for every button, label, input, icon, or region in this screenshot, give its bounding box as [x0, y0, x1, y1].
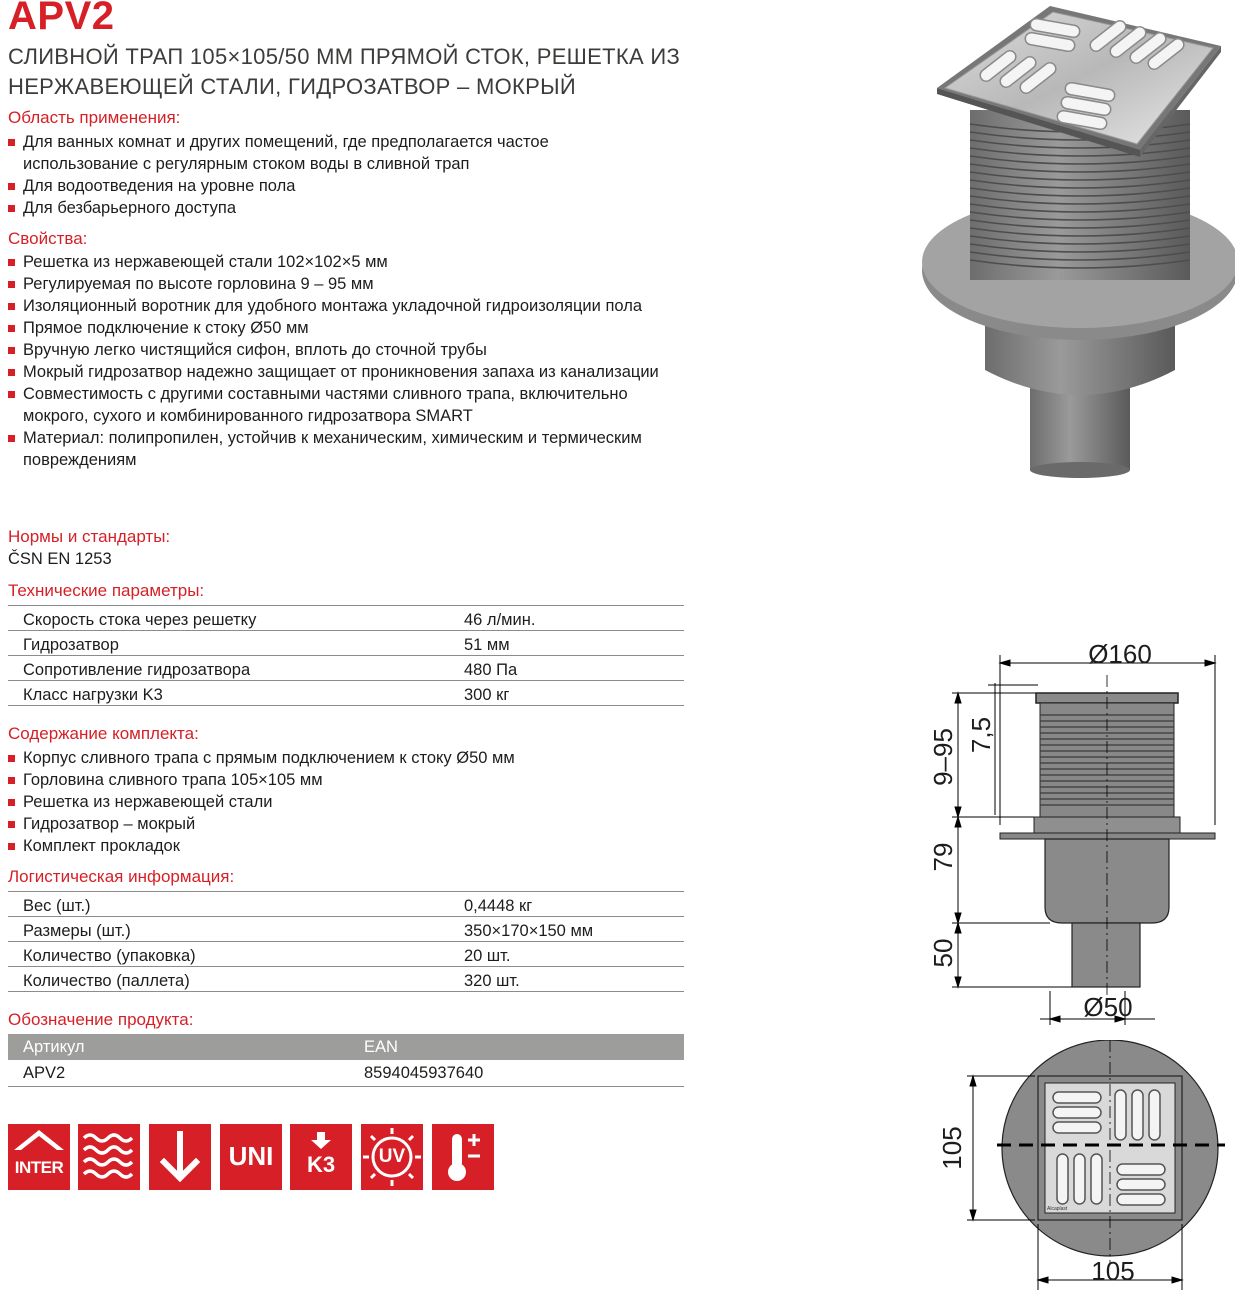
standards-heading: Нормы и стандарты: [8, 527, 171, 546]
water-waves-icon [78, 1124, 140, 1190]
dim-105-horizontal: 105 [1091, 1256, 1135, 1286]
table-row [8, 631, 684, 656]
dim-105-vertical: 105 [937, 1126, 967, 1170]
bullet-icon [8, 303, 15, 310]
bullet-icon [8, 205, 15, 212]
param-label: Гидрозатвор [8, 631, 464, 656]
param-label: Количество (паллета) [8, 967, 464, 992]
uni-icon [220, 1124, 282, 1190]
uv-resistance-icon [361, 1124, 423, 1190]
uv-label: UV [378, 1146, 406, 1167]
ean-value: 8594045937640 [364, 1060, 684, 1087]
param-label: Класс нагрузки K3 [8, 681, 464, 706]
param-value: 300 кг [464, 681, 684, 706]
list-item: Совместимость с другими составными частями сливного трапа, включительно мокрого, сухого и комбинированного гидрозатвора SMART [8, 383, 688, 427]
application-heading: Область применения: [8, 108, 181, 127]
dim-d50: Ø50 [1083, 992, 1133, 1022]
load-k3-icon [290, 1124, 352, 1190]
column-header-article: Артикул [8, 1034, 364, 1060]
list-item: Корпус сливного трапа с прямым подключением к стоку Ø50 мм [8, 747, 698, 769]
bullet-icon [8, 259, 15, 266]
param-value: 320 шт. [464, 967, 684, 992]
standards-value: ČSN EN 1253 [8, 550, 112, 568]
dim-9-95: 9–95 [928, 728, 958, 786]
list-item: Для ванных комнат и других помещений, где предполагается частое использование с регулярным стоком воды в сливной трап [8, 131, 608, 175]
logistics-heading: Логистическая информация: [8, 867, 235, 886]
top-view-drawing [925, 1040, 1230, 1290]
table-row [8, 1060, 684, 1087]
bullet-icon [8, 821, 15, 828]
table-row [8, 892, 684, 917]
param-value: 46 л/мин. [464, 606, 684, 631]
table-row [8, 967, 684, 992]
product-illustration [915, 0, 1235, 480]
uni-label: UNI [228, 1141, 274, 1171]
product-code: APV2 [8, 0, 115, 38]
thermometer-icon [432, 1124, 494, 1190]
dim-50: 50 [928, 938, 958, 968]
list-item: Горловина сливного трапа 105×105 мм [8, 769, 698, 791]
product-table [8, 1034, 684, 1087]
product-subtitle [8, 42, 698, 102]
bullet-icon [8, 391, 15, 398]
kit-heading: Содержание комплекта: [8, 724, 199, 743]
subtitle-line-2: НЕРЖАВЕЮЩЕЙ СТАЛИ, ГИДРОЗАТВОР – МОКРЫЙ [8, 74, 576, 99]
bullet-icon [8, 777, 15, 784]
list-item: Для водоотведения на уровне пола [8, 175, 608, 197]
inter-house-icon [8, 1124, 70, 1190]
param-value: 0,4448 кг [464, 892, 684, 917]
side-dimension-drawing [900, 635, 1230, 1030]
table-row [8, 656, 684, 681]
table-row [8, 942, 684, 967]
product-heading: Обозначение продукта: [8, 1010, 194, 1029]
list-item: Мокрый гидрозатвор надежно защищает от проникновения запаха из канализации [8, 361, 688, 383]
table-header-row [8, 1034, 684, 1060]
bullet-icon [8, 139, 15, 146]
application-list [8, 131, 608, 219]
kit-list [8, 747, 698, 857]
bullet-icon [8, 183, 15, 190]
subtitle-line-1: СЛИВНОЙ ТРАП 105×105/50 ММ ПРЯМОЙ СТОК, РЕШЕТКА ИЗ [8, 44, 681, 69]
bullet-icon [8, 325, 15, 332]
column-header-ean: EAN [364, 1034, 684, 1060]
list-item: Материал: полипропилен, устойчив к механическим, химическим и термическим повреждениям [8, 427, 688, 471]
table-row [8, 681, 684, 706]
list-item: Вручную легко чистящийся сифон, вплоть до сточной трубы [8, 339, 688, 361]
param-value: 51 мм [464, 631, 684, 656]
bullet-icon [8, 843, 15, 850]
table-row [8, 606, 684, 631]
dim-79: 79 [928, 842, 958, 872]
param-label: Вес (шт.) [8, 892, 464, 917]
arrow-down-icon [149, 1124, 211, 1190]
param-label: Скорость стока через решетку [8, 606, 464, 631]
bullet-icon [8, 347, 15, 354]
param-label: Сопротивление гидрозатвора [8, 656, 464, 681]
param-value: 350×170×150 мм [464, 917, 684, 942]
list-item: Изоляционный воротник для удобного монтажа укладочной гидроизоляции пола [8, 295, 688, 317]
tech-heading: Технические параметры: [8, 581, 205, 600]
dim-d160: Ø160 [1088, 639, 1152, 669]
k3-label: K3 [306, 1152, 336, 1177]
list-item: Для безбарьерного доступа [8, 197, 608, 219]
table-row [8, 917, 684, 942]
list-item: Прямое подключение к стоку Ø50 мм [8, 317, 688, 339]
logistics-table [8, 891, 684, 992]
bullet-icon [8, 755, 15, 762]
article-value: APV2 [8, 1060, 364, 1087]
tech-table [8, 605, 684, 706]
list-item: Решетка из нержавеющей стали 102×102×5 мм [8, 251, 688, 273]
param-value: 480 Па [464, 656, 684, 681]
properties-list [8, 251, 688, 471]
dim-7-5: 7,5 [966, 716, 996, 754]
list-item: Регулируемая по высоте горловина 9 – 95 мм [8, 273, 688, 295]
list-item: Решетка из нержавеющей стали [8, 791, 698, 813]
bullet-icon [8, 799, 15, 806]
bullet-icon [8, 281, 15, 288]
bullet-icon [8, 435, 15, 442]
bullet-icon [8, 369, 15, 376]
param-label: Размеры (шт.) [8, 917, 464, 942]
list-item: Комплект прокладок [8, 835, 698, 857]
properties-heading: Свойства: [8, 229, 88, 248]
grate-logo: Alcaplast [1047, 1206, 1068, 1212]
inter-label: INTER [14, 1158, 64, 1177]
list-item: Гидрозатвор – мокрый [8, 813, 698, 835]
param-label: Количество (упаковка) [8, 942, 464, 967]
param-value: 20 шт. [464, 942, 684, 967]
